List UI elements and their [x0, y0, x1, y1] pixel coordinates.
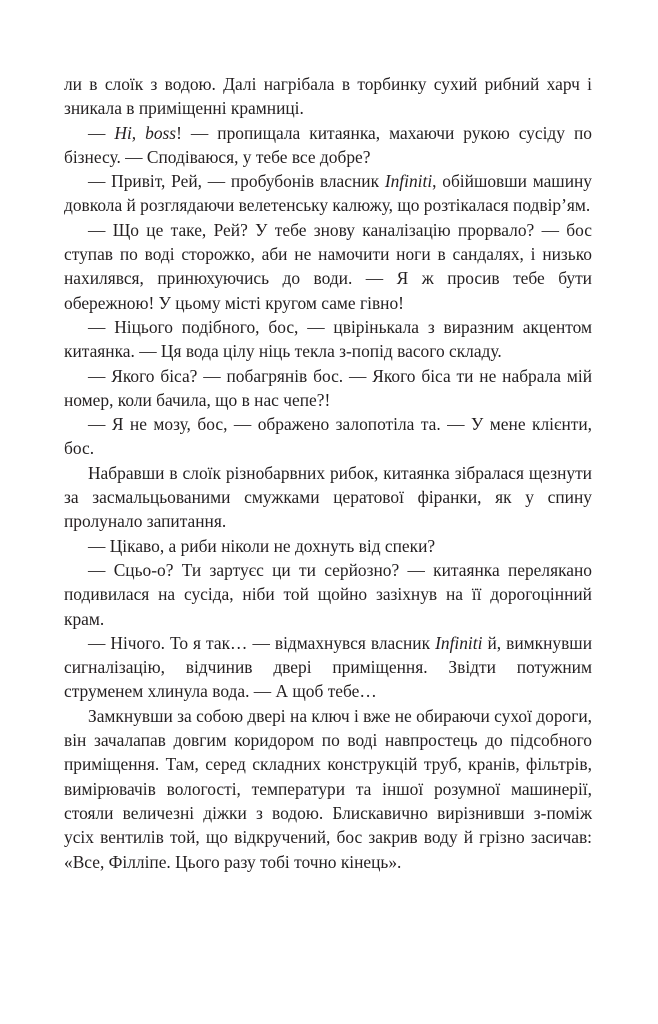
paragraph-dialogue [64, 169, 592, 218]
dialogue-text: — Сцьо-о? Ти зартуєс ци ти серйозно? — китаянка перелякано подивилася на сусіда, ніби той щойно зазіхнув на її дорогоцінний крам. [64, 559, 592, 629]
paragraph-text: Набравши в слоїк різнобарвних рибок, китаянка зібралася щезнути за засмальцьованими смужками цератової фіранки, як у спину пролунало запитання. [64, 462, 592, 532]
paragraph-dialogue [64, 121, 592, 170]
paragraph-dialogue [64, 534, 592, 558]
paragraph-dialogue [64, 218, 592, 315]
italic-brand-name: Infiniti [384, 171, 433, 192]
dialogue-text: — Нічого. То я так… — відмахнувся власник [88, 632, 436, 653]
italic-brand-name: Infiniti [435, 632, 483, 653]
paragraph [64, 461, 592, 534]
dialogue-text: — Цікаво, а риби ніколи не дохнуть від спеки? [88, 535, 436, 556]
dialogue-text: — Я не мозу, бос, — ображено залопотіла та. — У мене клієнти, бос. [64, 414, 592, 459]
paragraph-dialogue [64, 315, 592, 364]
dialogue-text: й, вимкнувши сигналізацію, відчинив двері приміщення. Звідти потужним струменем хлинула вода. — А щоб тебе… [64, 632, 592, 702]
dialogue-text: — Привіт, Рей, — пробубонів власник [88, 171, 385, 192]
dash-segment: — [88, 122, 115, 143]
paragraph-dialogue [64, 364, 592, 413]
paragraph-text: ли в слоїк з водою. Далі нагрібала в торбинку сухий рибний харч і зникала в приміщенні крамниці. [64, 74, 592, 119]
dialogue-text: — Що це таке, Рей? У тебе знову каналізацію прорвало? — бос ступав по воді сторожко, аби не намочити ноги в сандалях, і низько нахилявся, принюхуючись до води. — Я ж просив тебе бути обережною! У цьому місті кругом саме гівно! [64, 219, 592, 313]
paragraph-dialogue [64, 631, 592, 704]
paragraph-text: Замкнувши за собою двері на ключ і вже не обираючи сухої дороги, він зачалапав довгим коридором по воді навпростець до підсобного приміщення. Там, серед складних конструкцій труб, кранів, фільтрів, вимірювачів вологості, температури та іншої розумної машинерії, стояли величезні діжки з водою. Блискавично вирізнивши з-поміж усіх вентилів той, що відкручений, бос закрив воду й грізно засичав: «Все, Філліпе. Цього разу тобі точно кінець». [64, 705, 592, 872]
dialogue-text: — Якого біса? — побагрянів бос. — Якого біса ти не набрала мій номер, коли бачила, що в нас чепе?! [64, 365, 592, 410]
paragraph-dialogue [64, 558, 592, 631]
dialogue-text: , обійшовши машину довкола й розглядаючи велетенську калюжу, що розтікалася подвір’ям. [64, 171, 593, 216]
dialogue-text: ! — пропищала китаянка, махаючи рукою сусіду по бізнесу. — Сподіваюся, у тебе все добре? [64, 122, 592, 167]
paragraph [64, 704, 592, 874]
paragraph-dialogue [64, 412, 592, 461]
italic-phrase: Hi, boss [114, 122, 177, 143]
dialogue-text: — Ніцього подібного, бос, — цвірінькала з виразним акцентом китаянка. — Ця вода цілу ніць текла з-попід васого складу. [64, 316, 592, 362]
paragraph [64, 72, 592, 121]
book-page-text [64, 72, 592, 874]
